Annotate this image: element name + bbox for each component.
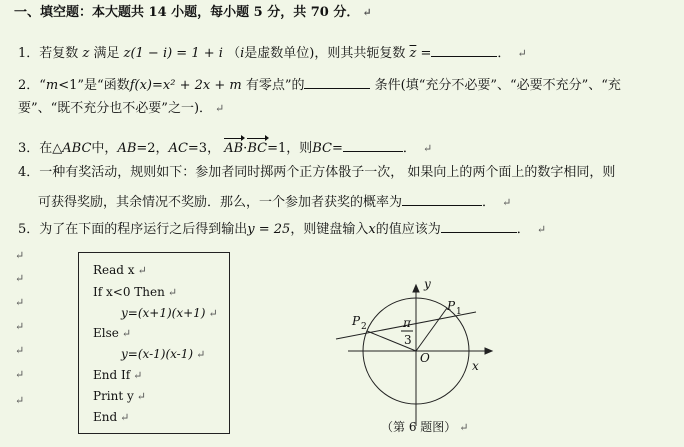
- origin-label: O: [420, 351, 430, 365]
- return-mark: ↵: [15, 272, 25, 285]
- return-mark: ↵: [15, 368, 25, 381]
- code-line: y=(x+1)(x+1) ↵: [121, 306, 218, 320]
- question-5: 5．为了在下面的程序运行之后得到输出y = 25，则键盘输入x的值应该为 ． ↵: [18, 218, 546, 239]
- p2-label: P: [352, 314, 361, 328]
- section-title: 一、填空题：本大题共 14 小题，每小题 5 分，共 70 分． ↵: [14, 5, 372, 20]
- p2-subscript: 2: [361, 322, 367, 332]
- vector-ab: AB: [224, 141, 244, 156]
- x-axis-arrow: [485, 348, 492, 354]
- code-line: y=(x-1)(x-1) ↵: [121, 347, 206, 361]
- p1-subscript: 1: [456, 307, 462, 317]
- return-mark: ↵: [15, 249, 25, 262]
- question-2-line-2: 要”、“既不充分也不必要”之一)． ↵: [18, 101, 225, 116]
- code-line: Else ↵: [93, 326, 132, 340]
- question-1: 1．若复数 z 满足 z(1 − i) = 1 + i （i是虚数单位)，则其共轭复数 $\overline{z}$ = ． ↵: [18, 42, 527, 63]
- question-3: 3．在△ABC中，AB=2，AC=3， AB·BC=1，则BC= ． ↵: [18, 137, 432, 158]
- return-mark: ↵: [15, 394, 25, 407]
- angle-numerator: π: [403, 316, 411, 330]
- code-line: End If ↵: [93, 368, 143, 382]
- code-line: Read x ↵: [93, 263, 147, 277]
- code-line: Print y ↵: [93, 389, 147, 403]
- question-4-line-1: 4．一种有奖活动，规则如下：参加者同时掷两个正方体骰子一次， 如果向上的两个面上的数字相同，则: [18, 165, 616, 180]
- y-axis-arrow: [413, 285, 419, 292]
- return-mark: ↵: [15, 296, 25, 309]
- question-2-line-1: 2．“m<1”是“函数f(x)=x² + 2x + m 有零点”的 条件(填“充分不必要”、“必要不充分”、“充: [18, 74, 621, 95]
- radius-op1: [416, 308, 447, 351]
- return-mark: ↵: [15, 320, 25, 333]
- return-mark: ↵: [15, 344, 25, 357]
- x-axis-label: x: [472, 359, 479, 373]
- question-4-line-2: 可获得奖励，其余情况不奖励．那么，一个参加者获奖的概率为 ． ↵: [38, 191, 511, 212]
- code-line: If x<0 Then ↵: [93, 285, 178, 299]
- y-axis-label: y: [424, 277, 431, 291]
- angle-denominator: 3: [404, 333, 412, 347]
- code-line: End ↵: [93, 410, 130, 424]
- figure-caption: （第 6 题图） ↵: [381, 420, 469, 434]
- vector-bc: BC: [247, 141, 268, 156]
- p1-label: P: [447, 299, 456, 313]
